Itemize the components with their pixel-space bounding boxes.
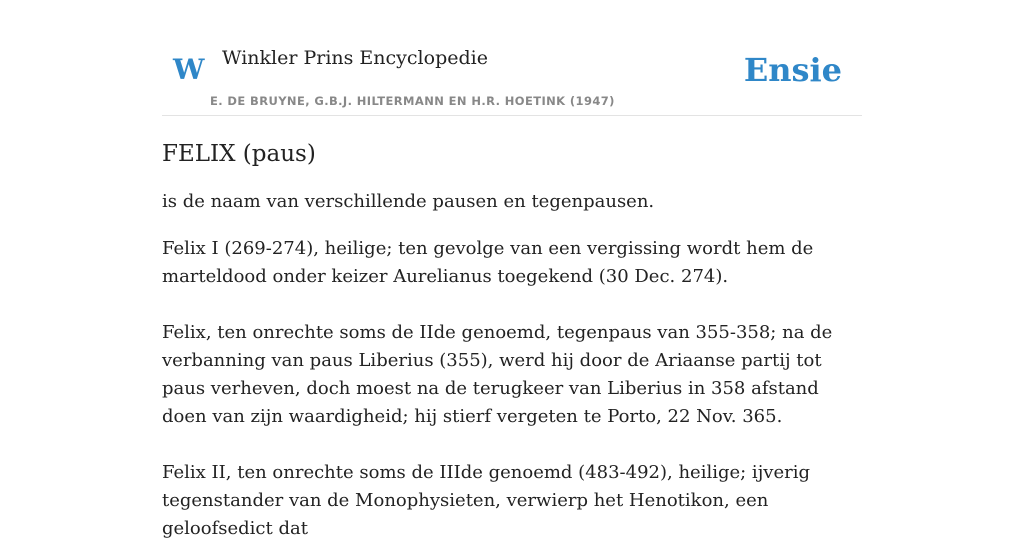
entry-paragraph-felix-ii: Felix II, ten onrechte soms de IIIde genoemd (483-492), heilige; ijverig tegenstander van de Monophysieten, verwierp het Henotikon, een geloofsedict dat	[162, 462, 810, 539]
publication-authors: E. DE BRUYNE, G.B.J. HILTERMANN EN H.R. HOETINK (1947)	[210, 94, 615, 108]
publication-logo-icon[interactable]: W	[173, 53, 205, 86]
entry-paragraph-felix-i: Felix I (269-274), heilige; ten gevolge van een vergissing wordt hem de marteldood onder keizer Aurelianus toegekend (30 Dec. 274).	[162, 238, 814, 287]
publication-title[interactable]: Winkler Prins Encyclopedie	[222, 47, 488, 69]
entry-paragraph-felix-antipope: Felix, ten onrechte soms de IIde genoemd, tegenpaus van 355-358; na de verbanning van paus Liberius (355), werd hij door de Ariaanse partij tot paus verheven, doch moest na de terugkeer van Liberius in 358 afstand doen van zijn waardigheid; hij stierf vergeten te Porto, 22 Nov. 365.	[162, 322, 833, 427]
entry-title: FELIX (paus)	[162, 141, 316, 167]
page-header	[162, 0, 862, 116]
entry-lead: is de naam van verschillende pausen en tegenpausen.	[162, 191, 655, 212]
entry-content	[162, 136, 862, 543]
ensie-logo[interactable]: Ensie	[743, 51, 842, 89]
